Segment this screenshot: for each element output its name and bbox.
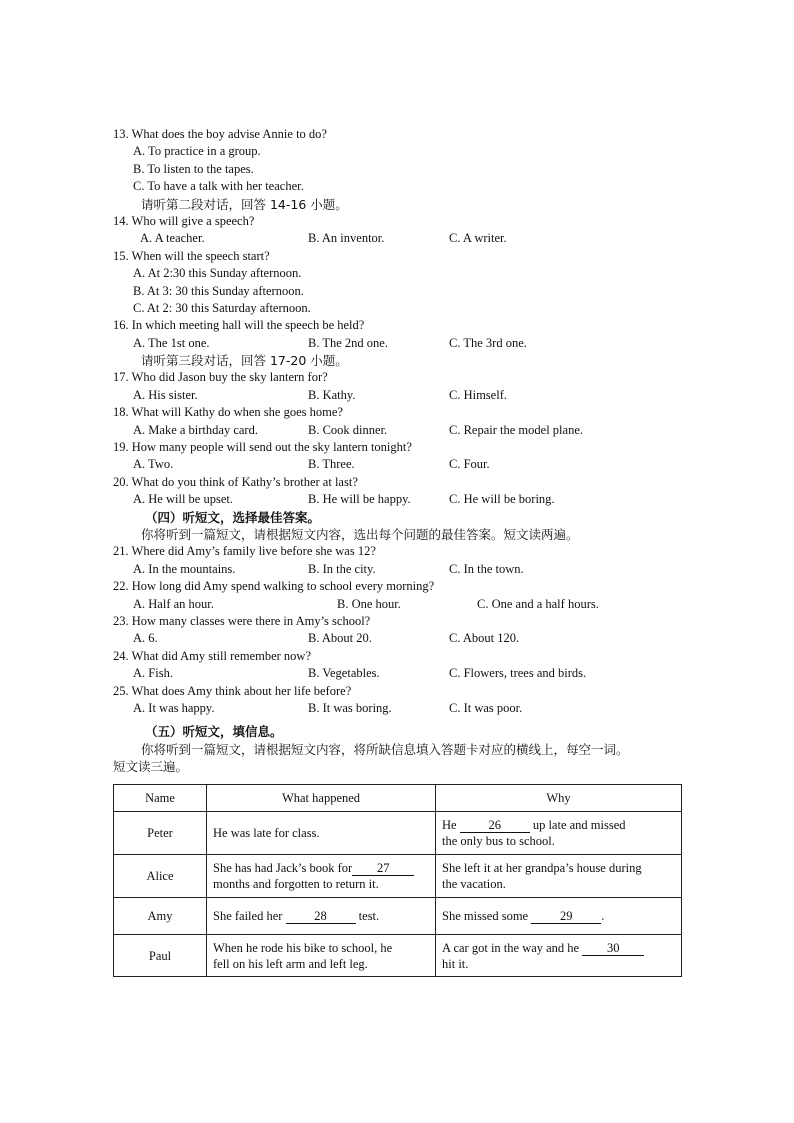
option-17-b: B. Kathy.: [308, 387, 356, 402]
row-why: [436, 898, 682, 935]
options-19: [113, 456, 688, 473]
question-19: 19. How many people will send out the sky lantern tonight?: [113, 440, 412, 455]
option-22-b: B. One hour.: [337, 596, 401, 611]
option-18-c: C. Repair the model plane.: [449, 422, 583, 437]
option-21-b: B. In the city.: [308, 561, 376, 576]
option-24-c: C. Flowers, trees and birds.: [449, 666, 587, 681]
table-row: [114, 812, 682, 855]
why-post: .: [601, 909, 605, 923]
row-why: [436, 935, 682, 977]
table-row: [114, 898, 682, 935]
why-line2: the only bus to school.: [442, 834, 555, 848]
why-text: She left it at her grandpa’s house during: [442, 861, 642, 875]
option-13-b: B. To listen to the tapes.: [133, 161, 254, 176]
options-21: [113, 561, 688, 578]
question-17: 17. Who did Jason buy the sky lantern for?: [113, 370, 328, 385]
option-16-b: B. The 2nd one.: [308, 335, 388, 350]
why-pre: He: [442, 818, 460, 832]
question-14: 14. Who will give a speech?: [113, 213, 255, 228]
options-22: [113, 596, 688, 613]
option-19-b: B. Three.: [308, 457, 355, 472]
instruction-dialogue-2: 请听第二段对话，回答 14-16 小题。: [141, 196, 348, 212]
option-15-b: B. At 3: 30 this Sunday afternoon.: [133, 283, 304, 298]
option-18-b: B. Cook dinner.: [308, 422, 388, 437]
what-line2: fell on his left arm and left leg.: [213, 956, 368, 971]
option-20-c: C. He will be boring.: [449, 492, 555, 507]
what-text: When he rode his bike to school, he: [213, 940, 393, 955]
why-pre: She missed some: [442, 909, 532, 923]
option-14-c: C. A writer.: [449, 231, 507, 246]
section-5-instruction: 你将听到一篇短文，请根据短文内容，将所缺信息填入答题卡对应的横线上，每空一词。: [141, 741, 629, 757]
table-row: [114, 935, 682, 977]
why-post: up late and missed: [529, 818, 626, 832]
header-name: Name: [114, 785, 207, 812]
option-20-a: A. He will be upset.: [133, 492, 233, 507]
options-16: [113, 335, 688, 352]
instruction-dialogue-3: 请听第三段对话，回答 17-20 小题。: [141, 353, 348, 369]
options-24: [113, 665, 688, 682]
option-21-c: C. In the town.: [449, 561, 524, 576]
option-15-a: A. At 2:30 this Sunday afternoon.: [133, 266, 302, 281]
question-25: 25. What does Amy think about her life before?: [113, 683, 352, 698]
blank-26[interactable]: 26: [460, 819, 530, 833]
question-22: 22. How long did Amy spend walking to school every morning?: [113, 579, 435, 594]
blank-30[interactable]: 30: [582, 942, 644, 956]
option-24-b: B. Vegetables.: [308, 666, 380, 681]
why-line2: the vacation.: [442, 877, 506, 891]
row-why: [436, 812, 682, 855]
option-23-a: A. 6.: [133, 631, 158, 646]
what-text: He was late for class.: [213, 826, 320, 840]
question-15: 15. When will the speech start?: [113, 248, 270, 263]
option-14-a: A. A teacher.: [140, 231, 205, 246]
option-14-b: B. An inventor.: [308, 231, 385, 246]
section-5-instruction-cont: 短文读三遍。: [113, 759, 189, 775]
option-13-c: C. To have a talk with her teacher.: [133, 179, 304, 194]
header-what-happened: What happened: [207, 785, 436, 812]
option-15-c: C. At 2: 30 this Saturday afternoon.: [133, 300, 311, 315]
option-23-b: B. About 20.: [308, 631, 372, 646]
option-20-b: B. He will be happy.: [308, 492, 411, 507]
question-24: 24. What did Amy still remember now?: [113, 648, 311, 663]
options-25: [113, 700, 688, 717]
option-24-a: A. Fish.: [133, 666, 173, 681]
header-why: Why: [436, 785, 682, 812]
info-table: [113, 784, 682, 977]
table-header-row: [114, 785, 682, 812]
section-5-title: （五）听短文，填信息。: [145, 724, 283, 740]
section-4-instruction: 你将听到一篇短文，请根据短文内容，选出每个问题的最佳答案。短文读两遍。: [141, 526, 579, 542]
option-23-c: C. About 120.: [449, 631, 520, 646]
listening-section: [113, 126, 688, 775]
option-25-a: A. It was happy.: [133, 700, 215, 715]
question-13: 13. What does the boy advise Annie to do?: [113, 127, 327, 141]
option-16-a: A. The 1st one.: [133, 335, 210, 350]
options-17: [113, 387, 688, 404]
option-19-a: A. Two.: [133, 457, 174, 472]
row-what: [207, 812, 436, 855]
why-line2: hit it.: [442, 956, 469, 971]
blank-29[interactable]: 29: [531, 910, 601, 924]
options-18: [113, 422, 688, 439]
option-16-c: C. The 3rd one.: [449, 335, 527, 350]
row-what: [207, 935, 436, 977]
option-18-a: A. Make a birthday card.: [133, 422, 258, 437]
option-25-c: C. It was poor.: [449, 700, 523, 715]
what-line2: months and forgotten to return it.: [213, 877, 379, 891]
question-20: 20. What do you think of Kathy’s brother at last?: [113, 474, 358, 489]
option-13-a: A. To practice in a group.: [133, 144, 261, 159]
question-16: 16. In which meeting hall will the speech be held?: [113, 318, 365, 333]
option-21-a: A. In the mountains.: [133, 561, 236, 576]
option-22-a: A. Half an hour.: [133, 596, 214, 611]
blank-28[interactable]: 28: [286, 910, 356, 924]
section-4-title: （四）听短文，选择最佳答案。: [145, 509, 321, 525]
option-19-c: C. Four.: [449, 457, 490, 472]
question-21: 21. Where did Amy’s family live before she was 12?: [113, 544, 376, 559]
why-pre: A car got in the way and he: [442, 940, 583, 955]
row-name: Paul: [114, 935, 207, 977]
row-why: [436, 855, 682, 898]
option-22-c: C. One and a half hours.: [477, 596, 599, 611]
what-pre: She has had Jack’s book for: [213, 861, 353, 875]
options-23: [113, 630, 688, 647]
row-what: [207, 898, 436, 935]
option-25-b: B. It was boring.: [308, 700, 392, 715]
row-name: Amy: [114, 898, 207, 935]
table-row: [114, 855, 682, 898]
row-name: Alice: [114, 855, 207, 898]
what-post: test.: [355, 909, 380, 923]
row-what: [207, 855, 436, 898]
question-23: 23. How many classes were there in Amy’s school?: [113, 613, 371, 628]
option-17-a: A. His sister.: [133, 387, 198, 402]
blank-27[interactable]: 27: [352, 862, 414, 876]
what-pre: She failed her: [213, 909, 286, 923]
option-17-c: C. Himself.: [449, 387, 507, 402]
options-20: [113, 491, 688, 508]
options-14: [113, 230, 688, 247]
row-name: Peter: [114, 812, 207, 855]
question-18: 18. What will Kathy do when she goes home?: [113, 405, 343, 420]
